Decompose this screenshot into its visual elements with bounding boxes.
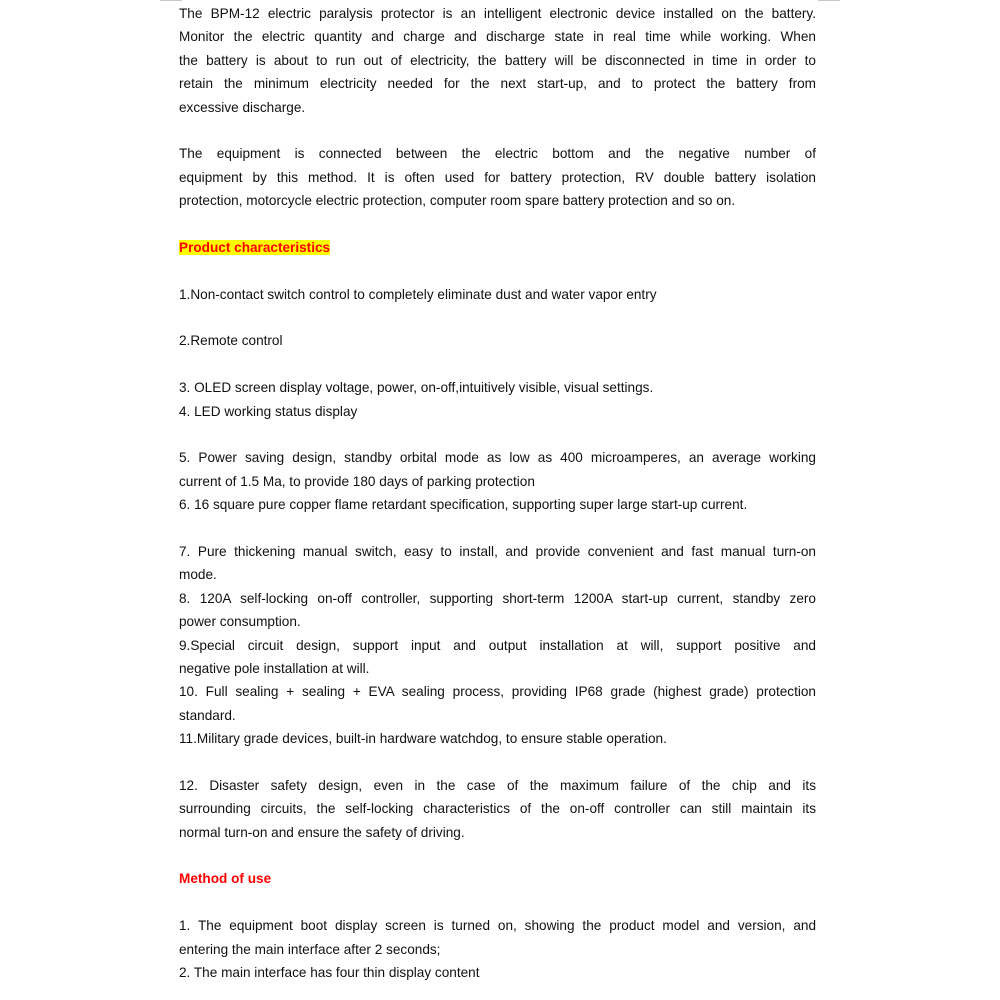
method-heading-line [179,867,816,890]
characteristic-item: 2.Remote control [179,333,283,349]
characteristics-heading-line [179,236,816,259]
intro-line: retain the minimum electricity needed for the next start-up, and to protect the battery from [179,76,816,92]
characteristic-item: 8. 120A self-locking on-off controller, supporting short-term 1200A start-up current, standby zero [179,590,816,606]
blank-line [179,119,816,142]
blank-line [179,213,816,236]
intro-line: equipment by this method. It is often used for battery protection, RV double battery isolation [179,169,816,185]
characteristic-item: power consumption. [179,614,301,630]
method-step: entering the main interface after 2 seconds; [179,941,441,957]
document-page [179,2,816,984]
characteristic-item: 9.Special circuit design, support input and output installation at will, support positive and [179,637,816,653]
characteristic-item: 3. OLED screen display voltage, power, on-off,intuitively visible, visual settings. [179,380,654,396]
blank-line [179,306,816,329]
blank-line [179,423,816,446]
method-heading: Method of use [179,871,272,887]
intro-line: the battery is about to run out of electricity, the battery will be disconnected in time in order to [179,52,816,68]
blank-line [179,891,816,914]
blank-line [179,517,816,540]
characteristic-item: current of 1.5 Ma, to provide 180 days of parking protection [179,473,535,489]
blank-line [179,259,816,282]
characteristic-item: 10. Full sealing + sealing + EVA sealing process, providing IP68 grade (highest grade) protection [179,684,816,700]
characteristic-item: 4. LED working status display [179,403,358,419]
intro-line: The equipment is connected between the electric bottom and the negative number of [179,146,816,162]
method-step: 1. The equipment boot display screen is turned on, showing the product model and version, and [179,918,816,934]
top-rule-right [818,0,840,1]
method-step: 2. The main interface has four thin display content [179,965,480,981]
blank-line [179,353,816,376]
characteristic-item: mode. [179,567,217,583]
characteristic-item: surrounding circuits, the self-locking characteristics of the on-off controller can still maintain its [179,801,816,817]
characteristic-item: 1.Non-contact switch control to completely eliminate dust and water vapor entry [179,286,657,302]
characteristic-item: 5. Power saving design, standby orbital mode as low as 400 microamperes, an average working [179,450,816,466]
characteristic-item: standard. [179,707,236,723]
intro-line: protection, motorcycle electric protection, computer room spare battery protection and so on. [179,193,736,209]
characteristic-item: normal turn-on and ensure the safety of driving. [179,824,465,840]
intro-line: The BPM-12 electric paralysis protector is an intelligent electronic device installed on the battery. [179,6,816,21]
top-rule-left [160,0,182,1]
intro-line: excessive discharge. [179,99,306,115]
intro-line: Monitor the electric quantity and charge and discharge state in real time while working. When [179,29,816,45]
blank-line [179,844,816,867]
characteristic-item: negative pole installation at will. [179,660,370,676]
blank-line [179,751,816,774]
characteristics-heading: Product characteristics [179,239,331,255]
characteristic-item: 11.Military grade devices, built-in hardware watchdog, to ensure stable operation. [179,731,667,747]
characteristic-item: 7. Pure thickening manual switch, easy to install, and provide convenient and fast manual turn-on [179,543,816,559]
characteristic-item: 6. 16 square pure copper flame retardant specification, supporting super large start-up current. [179,497,748,513]
characteristic-item: 12. Disaster safety design, even in the case of the maximum failure of the chip and its [179,777,816,793]
